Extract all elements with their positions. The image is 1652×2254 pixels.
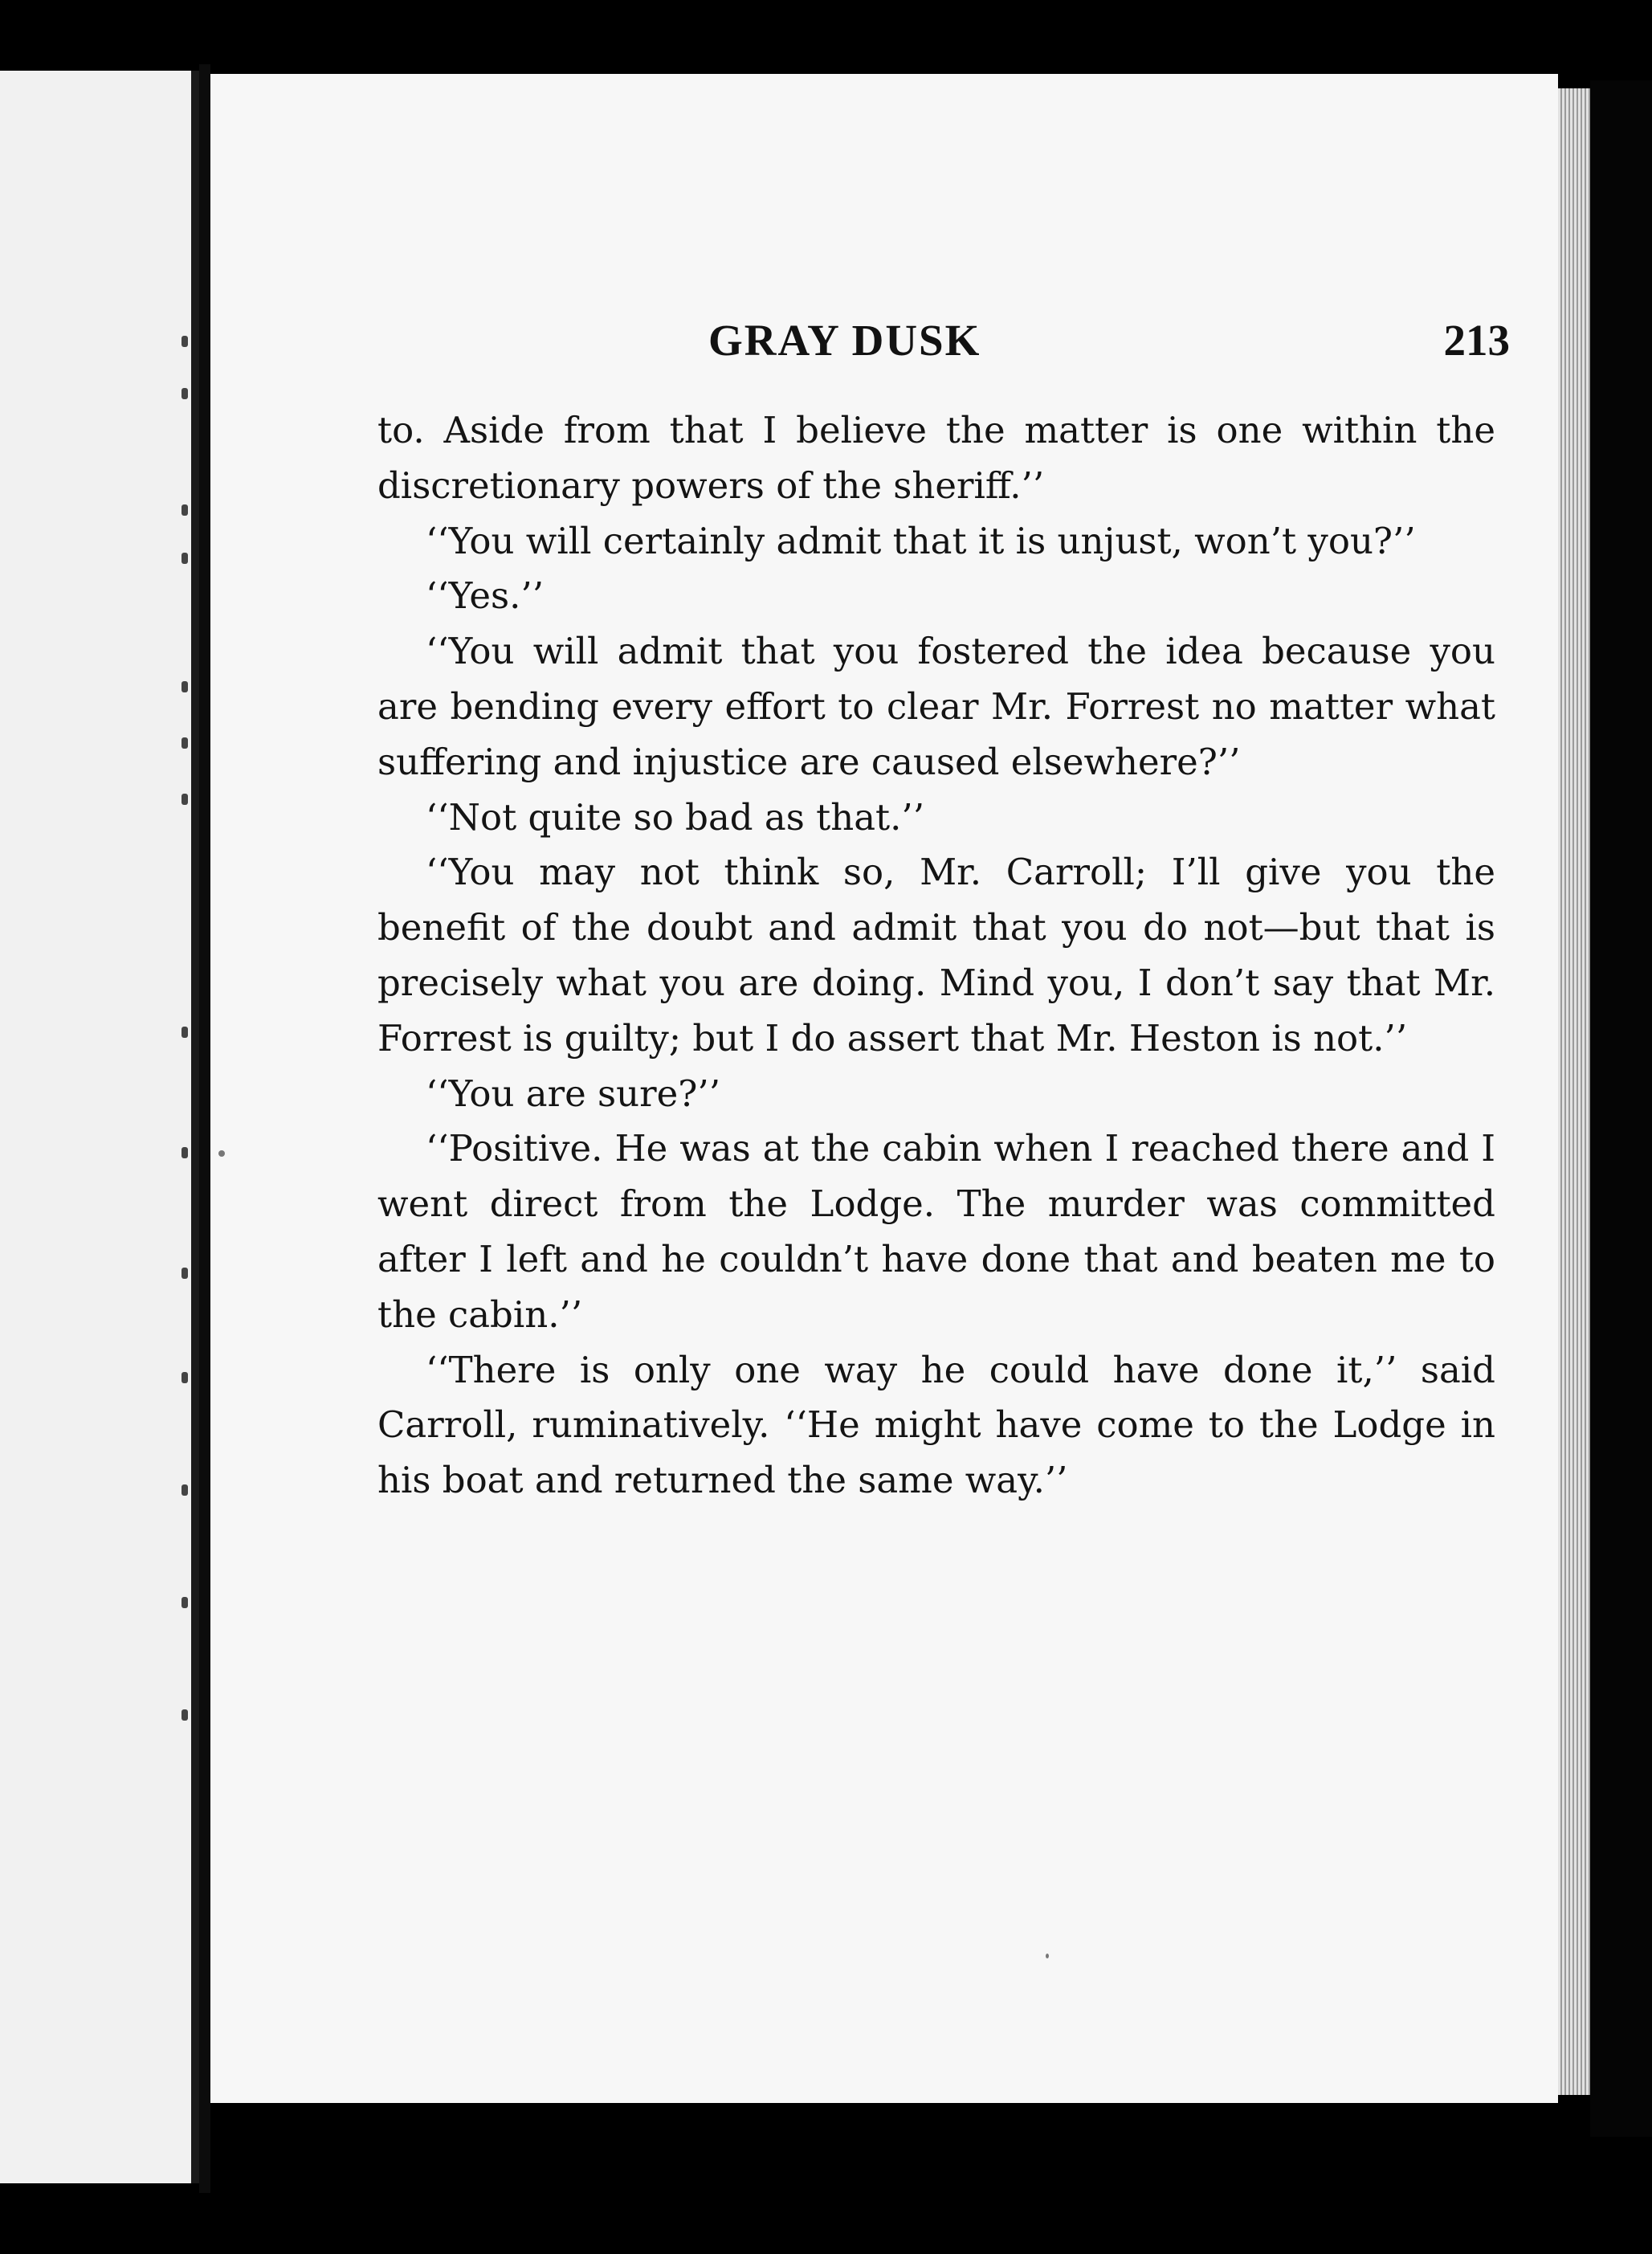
page-edge-mark	[182, 1027, 188, 1038]
running-title: GRAY DUSK	[708, 316, 981, 365]
running-head	[210, 315, 1558, 379]
paragraph: ‘‘There is only one way he could have done it,’’ said Carroll, ruminatively. ‘‘He might have come to the Lodge in his boat and returned the same way.’’	[377, 1348, 1495, 1502]
page-edge-mark	[182, 1709, 188, 1721]
paragraph: to. Aside from that I believe the matter is one within the discretionary powers of the sheriff.’’	[377, 409, 1495, 507]
page-edge-mark	[182, 1372, 188, 1383]
book-gutter	[199, 64, 210, 2193]
paragraph: ‘‘You will certainly admit that it is unjust, won’t you?’’	[426, 519, 1416, 562]
page-edge-mark	[182, 336, 188, 347]
paragraph: ‘‘Not quite so bad as that.’’	[426, 795, 925, 839]
print-speck	[218, 1150, 225, 1157]
paragraph: ‘‘Yes.’’	[426, 574, 545, 618]
page-edge-mark	[182, 388, 188, 399]
page-edge-mark	[182, 681, 188, 692]
page-edge-mark	[182, 1484, 188, 1496]
body-text	[377, 403, 1495, 1509]
paragraph: ‘‘You may not think so, Mr. Carroll; I’ll give you the benefit of the doubt and admit that you do not—but that is precisely what you are doing. Mind you, I don’t say that Mr. Forrest is guilty; but I do assert that Mr. Heston is not.’’	[377, 851, 1495, 1060]
page-edge-mark	[182, 1147, 188, 1158]
page-fore-edge	[1558, 88, 1590, 2095]
page-edge-mark	[182, 737, 188, 749]
print-speck	[1046, 1954, 1049, 1958]
page-edge-mark	[182, 1268, 188, 1279]
page-edge-mark	[182, 794, 188, 805]
paragraph: ‘‘You will admit that you fostered the idea because you are bending every effort to clear Mr. Forrest no matter what suffering and injustice are caused elsewhere?’’	[377, 630, 1495, 783]
book-page	[210, 74, 1558, 2103]
page-edge-mark	[182, 1597, 188, 1608]
left-facing-page	[0, 71, 199, 2183]
paragraph: ‘‘Positive. He was at the cabin when I reached there and I went direct from the Lodge. The murder was committed after I left and he couldn’t have done that and beaten me to the cabin.’’	[377, 1127, 1495, 1336]
page-number: 213	[1443, 316, 1510, 365]
paragraph: ‘‘You are sure?’’	[426, 1072, 721, 1115]
page-edge-mark	[182, 504, 188, 516]
page-edge-mark	[182, 553, 188, 564]
scan-background	[1590, 80, 1652, 2137]
